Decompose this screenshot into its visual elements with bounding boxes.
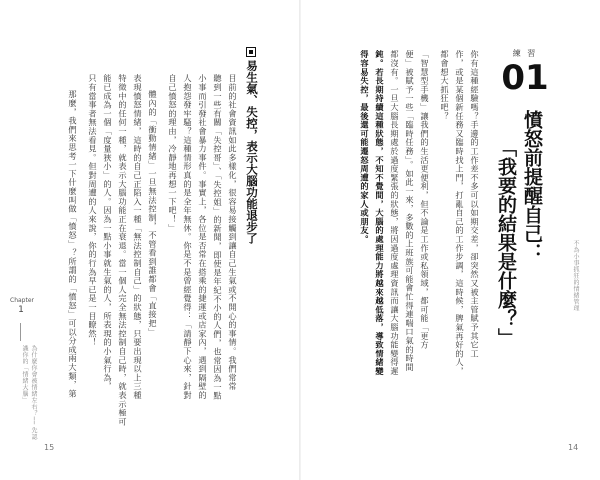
left-running-head: 為什麼你會被情緒左右？── 先認識你的「情緒大腦」 [21, 345, 37, 441]
right-page [300, 0, 600, 480]
chapter-number: 1 [18, 305, 24, 315]
right-col-8: 得容易失控，最後還可能遷怒周遭的家人或朋友。 [360, 50, 370, 244]
left-col-6: 體內的「衝動情緒」一旦無法控制，不管看到誰都會「直接把」 [148, 90, 158, 337]
right-col-6: 都沒有。一旦大腦長期處於過度緊張的狀態，將因過度處理資訊而讓大腦功能變得遲 [390, 50, 400, 376]
right-col-2: 作，或是某個新任務又臨時找上門，打亂自己的工作步調，這時候，脾氣再好的人， [455, 50, 465, 376]
left-col-1: 目前的社會資訊如此多樣化，很容易接觸到讓自己生氣或不開心的事情。我們常常 [228, 74, 238, 391]
exercise-badge [496, 48, 554, 104]
left-col-11: 那麼，我們來思考一下什麼叫做「憤怒」？所謂的「憤怒」可以分成兩大類，第 [68, 90, 78, 398]
right-page-number: 14 [568, 443, 579, 452]
chapter-divider [20, 323, 21, 341]
square-bullet-icon [246, 47, 256, 57]
right-col-5: 便」被賦予一些「臨時任務」。如此一來，多數的上班族可能會忙得連喘口氣的時間 [405, 50, 415, 372]
chapter-label: Chapter [10, 297, 34, 304]
exercise-number: 01 [501, 58, 549, 98]
right-running-head: 不為小事抓狂的情緒管理 [572, 240, 579, 312]
left-col-10: 只有當事者無法看見。但對周遭的人來說，你的行為早已是一目瞭然！ [88, 74, 98, 347]
left-col-7: 表現憤怒情緒，這時的自己正陷入一種「無法控制自己」的狀態，只要出現以上三種 [133, 74, 143, 400]
left-col-5: 自己憤怒的理由，冷靜地再想一下吧！」 [168, 74, 178, 233]
section-title: 易生氣、失控，表示大腦功能退步了 [245, 60, 259, 244]
left-col-8: 特徵中的任何一種，就表示大腦功能正在衰退。當一個人完全無法控制自己時，就表示極可 [118, 74, 128, 426]
exercise-label: 練 習 [512, 49, 538, 58]
chapter-tab [10, 297, 32, 315]
left-col-4: 人抱怨發牢騷？這種情形真的是全年無休。你是不是曾經覺得：「請靜下心來，針對 [183, 74, 193, 400]
left-col-3: 小事而引發社會暴力事件。事實上，各位是否常在搭乘的捷運或店家內，遇到隔壁的 [198, 74, 208, 400]
left-col-2: 聽到一些有關「失控哥」、「失控姐」的新聞，即使是年紀不小的人們，也常因為一點 [213, 74, 223, 401]
right-col-1: 你有這種經驗嗎？手邊的工作差不多可以如期交差，卻突然又被主管賦予其它工 [470, 50, 480, 358]
left-page-number: 15 [44, 443, 55, 452]
right-col-4: 「智慧型手機」讓我們的生活更便利，但不論是工作或私領域，都可能「更方 [420, 50, 430, 350]
exercise-title-line2: 「我要的結果是什麼？」 [495, 138, 517, 347]
right-col-3: 都會想大抓狂吧？ [440, 50, 450, 121]
right-col-7: 鈍。若長期持續這種狀態，不知不覺間，大腦的處理能力將越來越低落，導致情緒變 [375, 50, 385, 376]
left-col-9: 能已成為一個「度量狹小」的人。因為一點小事就生氣的人，所表現的小氣行為， [103, 74, 113, 391]
exercise-title-line1: 憤怒前提醒自己： [521, 110, 543, 262]
